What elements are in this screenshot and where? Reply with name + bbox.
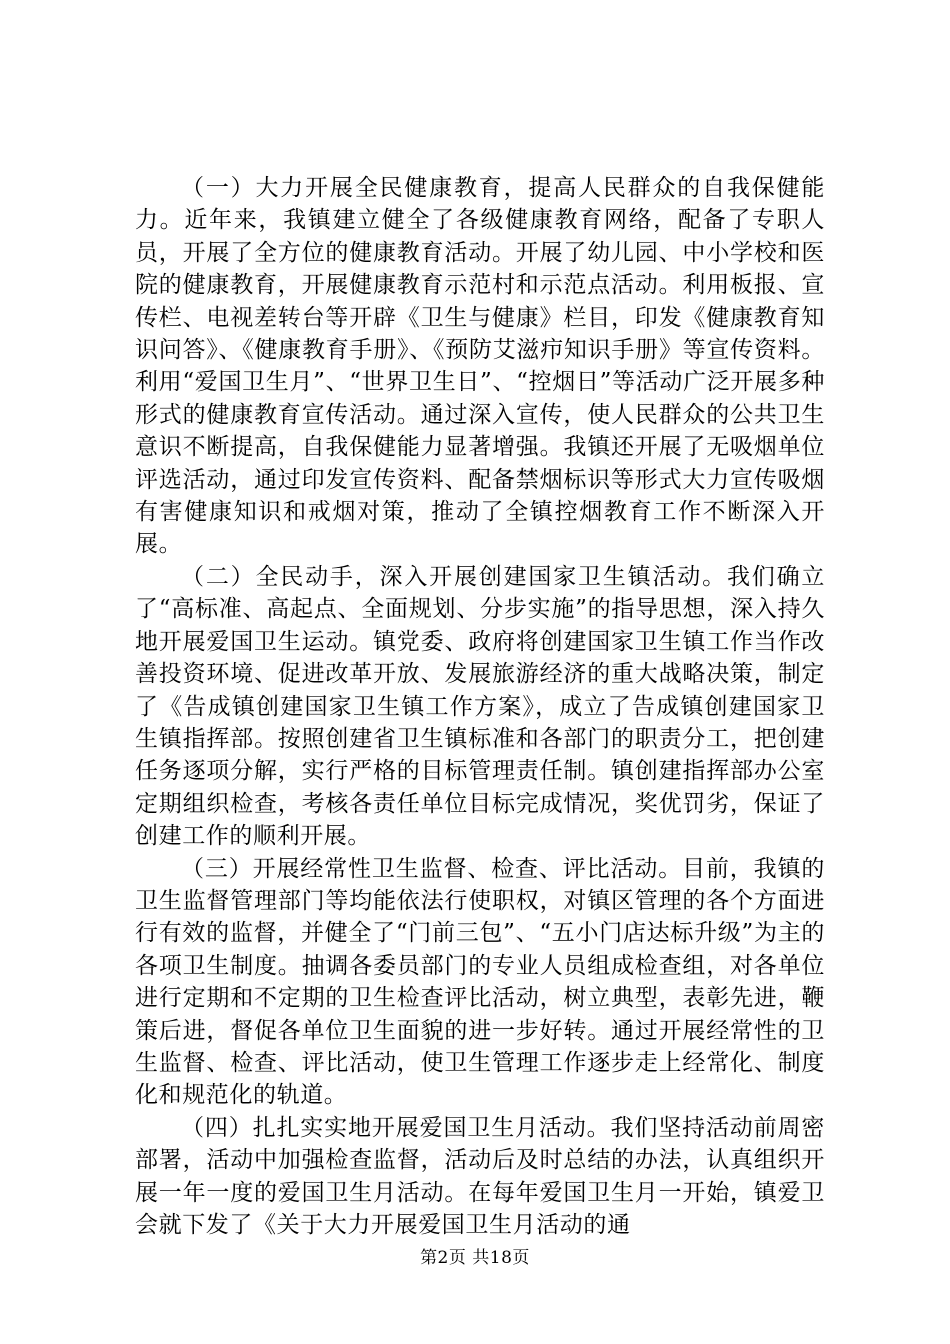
paragraph-3: （三）开展经常性卫生监督、检查、评比活动。目前，我镇的卫生监督管理部门等均能依法行使职权，对镇区管理的各个方面进行有效的监督，并健全了“门前三包”、“五小门店达标升级”为主的各项卫生制度。抽调各委员部门的专业人员组成检查组，对各单位进行定期和不定期的卫生检查评比活动，树立典型，表彰先进，鞭策后进，督促各单位卫生面貌的进一步好转。通过开展经常性的卫生监督、检查、评比活动，使卫生管理工作逐步走上经常化、制度化和规范化的轨道。 (135, 855, 825, 1109)
document-body (135, 172, 825, 1241)
paragraph-4: （四）扎扎实实地开展爱国卫生月活动。我们坚持活动前周密部署，活动中加强检查监督，活动后及时总结的办法，认真组织开展一年一度的爱国卫生月活动。在每年爱国卫生月一开始，镇爱卫会就下发了《关于大力开展爱国卫生月活动的通 (135, 1114, 825, 1238)
paragraph-2: （二）全民动手，深入开展创建国家卫生镇活动。我们确立了“高标准、高起点、全面规划、分步实施”的指导思想，深入持久地开展爱国卫生运动。镇党委、政府将创建国家卫生镇工作当作改善投资环境、促进改革开放、发展旅游经济的重大战略决策，制定了《告成镇创建国家卫生镇工作方案》，成立了告成镇创建国家卫生镇指挥部。按照创建省卫生镇标准和各部门的职责分工，把创建任务逐项分解，实行严格的目标管理责任制。镇创建指挥部办公室定期组织检查，考核各责任单位目标完成情况，奖优罚劣，保证了创建工作的顺利开展。 (135, 563, 825, 850)
page-number-label: 第2页 共18页 (420, 1248, 530, 1268)
paragraph-1: （一）大力开展全民健康教育，提高人民群众的自我保健能力。近年来，我镇建立健全了各级健康教育网络，配备了专职人员，开展了全方位的健康教育活动。开展了幼儿园、中小学校和医院的健康教育，开展健康教育示范村和示范点活动。利用板报、宣传栏、电视差转台等开辟《卫生与健康》栏目，印发《健康教育知识问答》、《健康教育手册》、《预防艾滋疖知识手册》等宣传资料。利用“爱国卫生月”、“世界卫生日”、“控烟日”等活动广泛开展多种形式的健康教育宣传活动。通过深入宣传，使人民群众的公共卫生意识不断提高，自我保健能力显著增强。我镇还开展了无吸烟单位评选活动，通过印发宣传资料、配备禁烟标识等形式大力宣传吸烟有害健康知识和戒烟对策，推动了全镇控烟教育工作不断深入开展。 (135, 175, 825, 558)
page-footer (0, 1243, 950, 1268)
